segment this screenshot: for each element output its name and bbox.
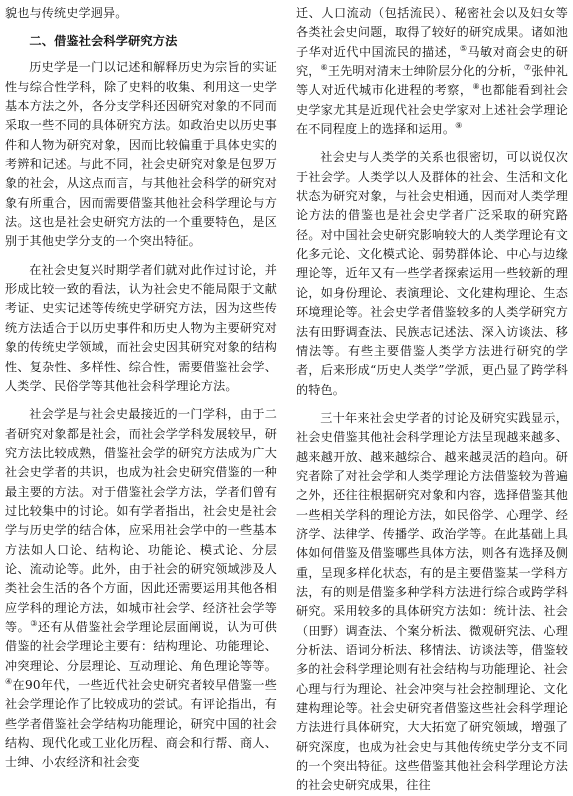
footnote-marker-3[interactable]: ③ [30, 618, 38, 628]
footnote-marker-4[interactable]: ④ [5, 676, 13, 686]
footnote-marker-9[interactable]: ⑨ [455, 121, 463, 131]
paragraph-history-methods: 历史学是一门以记述和解释历史为宗旨的实证性与综合性学科，除了史料的收集、利用这一史学基本方法之外，各分支学科还因研究对象的不同而采取一些不同的具体研究方法。如政治史以历史事件和人物为研究对象，因而比较偏重于具体史实的考辨和记述。与此不同，社会史研究对象是包罗万象的社会，从这点而言，与其他社会科学的研究对象有所重合，因而需要借鉴其他社会科学理论与方法。这也是社会史研究方法的一个重要特色，是区别于其他史学分支的一个突出特征。 [5, 60, 277, 249]
right-column [296, 4, 568, 796]
footnote-marker-8[interactable]: ⑧ [472, 82, 481, 92]
paragraph-anthropology: 社会史与人类学的关系也很密切，可以说仅次于社会学。人类学以人及群体的社会、生活和文化状态为研究对象，与社会史相通，因而对人类学理论方法的借鉴也是社会史学者广泛采取的研究路径。对中国社会史研究影响较大的人类学理论有文化多元论、文化模式论、弱势群体论、中心与边缘理论等，近年又有一些学者探索运用一些较新的理论，如身份理论、表演理论、文化建构理论、生态环境理论等。社会史学者借鉴较多的人类学研究方法有田野调查法、民族志记述法、深入访谈法、移情法等。有些主要借鉴人类学方法进行研究的学者，后来形成“历史人类学”学派，更凸显了跨学科的特色。 [296, 150, 568, 397]
paragraph-continuation: 貌也与传统史学迥异。 [5, 6, 128, 20]
paragraph-thirty-years: 三十年来社会史学者的讨论及研究实践显示，社会史借鉴其他社会科学理论方法呈现越来越多、越来越开放、越来越综合、越来越灵活的趋向。研究者除了对社会学和人类学理论方法借鉴较为普遍之外，还往往根据研究对象和内容，选择借鉴其他一些相关学科的理论方法，如民俗学、心理学、经济学、法律学、传播学、政治学等。在此基础上具体如何借鉴及借鉴哪些具体方法，则各有选择及侧重，呈现多样化状态，有的是主要借鉴某一学科方法，有的则是借鉴多种学科方法进行综合或跨学科研究。采用较多的具体研究方法如：统计法、社会（田野）调查法、个案分析法、微观研究法、心理分析法、语词分析法、移情法、访谈法等，借鉴较多的社会科学理论则有社会结构与功能理论、社会心理与行为理论、社会冲突与社会控制理论、文化建构理论等。社会史研究者借鉴这些社会科学理论方法进行具体研究，大大拓宽了研究领域，增强了研究深度，也成为社会史与其他传统史学分支不同的一个突出特征。这些借鉴其他社会科学理论方法的社会史研究成果，往往 [296, 410, 568, 793]
footnote-marker-6[interactable]: ⑥ [320, 63, 328, 72]
paragraph-sociology: 社会学是与社会史最接近的一门学科，由于二者研究对象都是社会，而社会学学科发展较早，研究方法比较成熟，借鉴社会学的研究方法成为广大社会史学者的共识，也成为社会史研究借鉴的一种最主要的方法。对于借鉴社会学方法，学者们曾有过比较集中的讨论。如有学者指出，社会史是社会学与历史学的结合体，应采用社会学中的一些基本方法如人口论、结构论、功能论、模式论、分层论、流动论等。此外，由于社会的研究领域涉及人类社会生活的各个方面，因此还需要运用其他各相应学科的理论方法，如城市社会学、经济社会学等等。③还有从借鉴社会学理论层面阐说，认为可供借鉴的社会学理论主要有：结构理论、功能理论、冲突理论、分层理论、互动理论、角色理论等等。④在90年代，一些近代社会史研究者较早借鉴一些社会学理论作了比较成功的尝试。有评论指出，有些学者借鉴社会学结构功能理论，研究中国的社会结构、现代化或工业化历程、商会和行帮、商人、士绅、小农经济和社会变 [5, 407, 277, 770]
section-heading: 二、借鉴社会科学研究方法 [29, 34, 178, 49]
paragraph-sociology-continued: 迁、人口流动（包括流民）、秘密社会以及妇女等各类社会史问题，取得了较好的研究成果。诸如池子华对近代中国流民的描述，⑤马敏对商会史的研究，⑥王先明对清末士绅阶层分化的分析，⑦张仲礼等人对近代城市化进程的考察，⑧也都能看到社会史学家尤其是近现代社会史学家对上述社会学理论在不同程度上的选择和运用。⑨ [296, 6, 569, 137]
left-column [5, 4, 277, 773]
paragraph-revival-discussion: 在社会史复兴时期学者们就对此作过讨论，并形成比较一致的看法，认为社会史不能局限于文献考证、史实记述等传统史学研究方法，因为这些传统方法适合于以历史事件和历史人物为主要研究对象的传统史学领域，而社会史因其研究对象的结构性、复杂性、多样性、综合性，需要借鉴社会学、人类学、民俗学等其他社会科学理论方法。 [5, 262, 277, 393]
footnote-marker-7[interactable]: ⑦ [523, 63, 532, 72]
footnote-marker-5[interactable]: ⑤ [459, 43, 468, 53]
